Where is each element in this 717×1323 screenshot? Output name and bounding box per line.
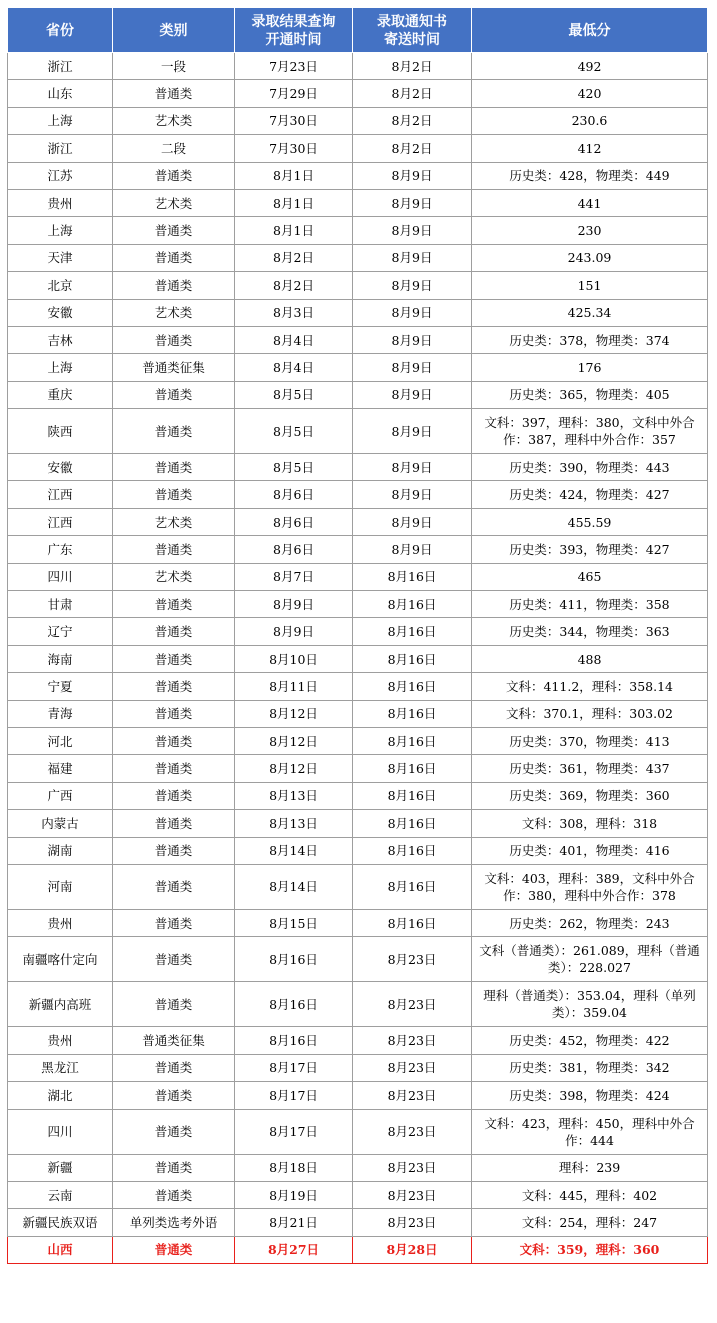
query-time-cell: 8月1日 [235, 162, 353, 189]
province-cell: 甘肃 [8, 591, 113, 618]
province-cell: 上海 [8, 107, 113, 134]
table-row [8, 864, 708, 909]
mail-time-cell: 8月16日 [353, 591, 472, 618]
query-time-cell: 8月17日 [235, 1082, 353, 1109]
table-row [8, 272, 708, 299]
province-cell: 重庆 [8, 381, 113, 408]
min-score-cell: 历史类：411，物理类：358 [472, 591, 708, 618]
mail-time-cell: 8月9日 [353, 454, 472, 481]
category-cell: 艺术类 [113, 299, 235, 326]
mail-time-cell: 8月9日 [353, 381, 472, 408]
category-cell: 艺术类 [113, 563, 235, 590]
province-cell: 浙江 [8, 135, 113, 162]
query-time-cell: 8月17日 [235, 1109, 353, 1154]
category-cell: 普通类 [113, 982, 235, 1027]
category-cell: 普通类 [113, 80, 235, 107]
min-score-cell: 230.6 [472, 107, 708, 134]
table-row [8, 563, 708, 590]
category-cell: 普通类 [113, 937, 235, 982]
query-time-cell: 7月29日 [235, 80, 353, 107]
mail-time-cell: 8月2日 [353, 107, 472, 134]
min-score-cell: 441 [472, 189, 708, 216]
category-cell: 艺术类 [113, 107, 235, 134]
category-cell: 普通类 [113, 1082, 235, 1109]
header-min-score: 最低分 [472, 8, 708, 53]
min-score-cell: 历史类：424，物理类：427 [472, 481, 708, 508]
province-cell: 安徽 [8, 454, 113, 481]
query-time-cell: 8月2日 [235, 272, 353, 299]
category-cell: 普通类 [113, 810, 235, 837]
query-time-cell: 8月16日 [235, 937, 353, 982]
table-row [8, 1109, 708, 1154]
category-cell: 普通类 [113, 1109, 235, 1154]
table-row [8, 508, 708, 535]
mail-time-cell: 8月16日 [353, 810, 472, 837]
table-row [8, 481, 708, 508]
min-score-cell: 文科：397，理科：380，文科中外合作：387，理科中外合作：357 [472, 409, 708, 454]
min-score-cell: 176 [472, 354, 708, 381]
query-time-cell: 8月6日 [235, 481, 353, 508]
min-score-cell: 历史类：370，物理类：413 [472, 727, 708, 754]
table-row [8, 409, 708, 454]
category-cell: 普通类 [113, 162, 235, 189]
table-row [8, 700, 708, 727]
min-score-cell: 文科：411.2，理科：358.14 [472, 673, 708, 700]
min-score-cell: 历史类：378，物理类：374 [472, 326, 708, 353]
table-row [8, 591, 708, 618]
table-row [8, 1027, 708, 1054]
category-cell: 普通类 [113, 782, 235, 809]
min-score-cell: 理科（普通类）：353.04，理科（单列类）：359.04 [472, 982, 708, 1027]
mail-time-cell: 8月16日 [353, 563, 472, 590]
category-cell: 普通类 [113, 1054, 235, 1081]
query-time-cell: 8月5日 [235, 381, 353, 408]
province-cell: 广东 [8, 536, 113, 563]
min-score-cell: 历史类：398，物理类：424 [472, 1082, 708, 1109]
table-row [8, 162, 708, 189]
min-score-cell: 文科：423，理科：450，理科中外合作：444 [472, 1109, 708, 1154]
query-time-cell: 8月4日 [235, 326, 353, 353]
query-time-cell: 7月23日 [235, 53, 353, 80]
query-time-cell: 8月19日 [235, 1181, 353, 1208]
province-cell: 宁夏 [8, 673, 113, 700]
table-row [8, 107, 708, 134]
mail-time-cell: 8月23日 [353, 982, 472, 1027]
table-row [8, 673, 708, 700]
table-row [8, 727, 708, 754]
table-row [8, 454, 708, 481]
query-time-cell: 8月14日 [235, 864, 353, 909]
category-cell: 单列类选考外语 [113, 1209, 235, 1236]
table-row [8, 381, 708, 408]
query-time-cell: 7月30日 [235, 135, 353, 162]
category-cell: 普通类 [113, 618, 235, 645]
table-body [8, 53, 708, 1264]
table-row [8, 810, 708, 837]
category-cell: 普通类 [113, 454, 235, 481]
query-time-cell: 8月9日 [235, 591, 353, 618]
table-row [8, 189, 708, 216]
min-score-cell: 文科：445，理科：402 [472, 1181, 708, 1208]
query-time-cell: 8月1日 [235, 189, 353, 216]
mail-time-cell: 8月2日 [353, 53, 472, 80]
query-time-cell: 8月3日 [235, 299, 353, 326]
mail-time-cell: 8月9日 [353, 536, 472, 563]
province-cell: 青海 [8, 700, 113, 727]
mail-time-cell: 8月2日 [353, 80, 472, 107]
mail-time-cell: 8月9日 [353, 409, 472, 454]
query-time-cell: 8月13日 [235, 782, 353, 809]
mail-time-cell: 8月2日 [353, 135, 472, 162]
min-score-cell: 文科：403，理科：389，文科中外合作：380，理科中外合作：378 [472, 864, 708, 909]
min-score-cell: 历史类：428，物理类：449 [472, 162, 708, 189]
query-time-cell: 8月4日 [235, 354, 353, 381]
min-score-cell: 文科：308，理科：318 [472, 810, 708, 837]
header-query-time: 录取结果查询 开通时间 [235, 8, 353, 53]
province-cell: 四川 [8, 1109, 113, 1154]
min-score-cell: 465 [472, 563, 708, 590]
table-row [8, 837, 708, 864]
table-row [8, 1054, 708, 1081]
table-row [8, 645, 708, 672]
mail-time-cell: 8月28日 [353, 1236, 472, 1263]
province-cell: 四川 [8, 563, 113, 590]
min-score-cell: 历史类：401，物理类：416 [472, 837, 708, 864]
province-cell: 浙江 [8, 53, 113, 80]
min-score-cell: 455.59 [472, 508, 708, 535]
query-time-cell: 8月5日 [235, 409, 353, 454]
query-time-cell: 8月1日 [235, 217, 353, 244]
province-cell: 内蒙古 [8, 810, 113, 837]
category-cell: 普通类征集 [113, 1027, 235, 1054]
table-row [8, 1154, 708, 1181]
province-cell: 河北 [8, 727, 113, 754]
min-score-cell: 历史类：381，物理类：342 [472, 1054, 708, 1081]
province-cell: 天津 [8, 244, 113, 271]
query-time-cell: 8月16日 [235, 1027, 353, 1054]
mail-time-cell: 8月23日 [353, 1027, 472, 1054]
mail-time-cell: 8月23日 [353, 1181, 472, 1208]
category-cell: 普通类 [113, 409, 235, 454]
category-cell: 普通类 [113, 673, 235, 700]
query-time-cell: 8月6日 [235, 508, 353, 535]
category-cell: 普通类 [113, 481, 235, 508]
min-score-cell: 243.09 [472, 244, 708, 271]
query-time-cell: 8月7日 [235, 563, 353, 590]
mail-time-cell: 8月16日 [353, 864, 472, 909]
query-time-cell: 8月12日 [235, 700, 353, 727]
province-cell: 上海 [8, 354, 113, 381]
mail-time-cell: 8月9日 [353, 481, 472, 508]
category-cell: 普通类征集 [113, 354, 235, 381]
mail-time-cell: 8月16日 [353, 727, 472, 754]
province-cell: 上海 [8, 217, 113, 244]
mail-time-cell: 8月9日 [353, 272, 472, 299]
category-cell: 普通类 [113, 864, 235, 909]
query-time-cell: 8月6日 [235, 536, 353, 563]
query-time-cell: 8月13日 [235, 810, 353, 837]
min-score-cell: 420 [472, 80, 708, 107]
mail-time-cell: 8月23日 [353, 937, 472, 982]
min-score-cell: 历史类：262，物理类：243 [472, 909, 708, 936]
table-row [8, 755, 708, 782]
table-row [8, 53, 708, 80]
table-row [8, 244, 708, 271]
category-cell: 普通类 [113, 1154, 235, 1181]
min-score-cell: 历史类：452，物理类：422 [472, 1027, 708, 1054]
admission-schedule-table [7, 7, 708, 1264]
table-row [8, 782, 708, 809]
mail-time-cell: 8月23日 [353, 1054, 472, 1081]
query-time-cell: 8月9日 [235, 618, 353, 645]
header-mail-time: 录取通知书 寄送时间 [353, 8, 472, 53]
province-cell: 贵州 [8, 189, 113, 216]
min-score-cell: 历史类：390，物理类：443 [472, 454, 708, 481]
province-cell: 黑龙江 [8, 1054, 113, 1081]
category-cell: 普通类 [113, 700, 235, 727]
min-score-cell: 历史类：369，物理类：360 [472, 782, 708, 809]
query-time-cell: 8月12日 [235, 727, 353, 754]
province-cell: 山西 [8, 1236, 113, 1263]
mail-time-cell: 8月9日 [353, 508, 472, 535]
category-cell: 艺术类 [113, 508, 235, 535]
province-cell: 新疆民族双语 [8, 1209, 113, 1236]
table-row [8, 536, 708, 563]
query-time-cell: 8月12日 [235, 755, 353, 782]
province-cell: 湖南 [8, 837, 113, 864]
category-cell: 一段 [113, 53, 235, 80]
mail-time-cell: 8月16日 [353, 909, 472, 936]
query-time-cell: 8月16日 [235, 982, 353, 1027]
table-row [8, 80, 708, 107]
category-cell: 普通类 [113, 326, 235, 353]
category-cell: 普通类 [113, 217, 235, 244]
category-cell: 普通类 [113, 272, 235, 299]
table-row [8, 217, 708, 244]
query-time-cell: 8月11日 [235, 673, 353, 700]
province-cell: 山东 [8, 80, 113, 107]
category-cell: 艺术类 [113, 189, 235, 216]
min-score-cell: 230 [472, 217, 708, 244]
province-cell: 江西 [8, 481, 113, 508]
category-cell: 普通类 [113, 591, 235, 618]
min-score-cell: 文科：370.1，理科：303.02 [472, 700, 708, 727]
query-time-cell: 8月18日 [235, 1154, 353, 1181]
province-cell: 江苏 [8, 162, 113, 189]
min-score-cell: 151 [472, 272, 708, 299]
category-cell: 普通类 [113, 755, 235, 782]
province-cell: 河南 [8, 864, 113, 909]
mail-time-cell: 8月16日 [353, 618, 472, 645]
mail-time-cell: 8月23日 [353, 1209, 472, 1236]
province-cell: 江西 [8, 508, 113, 535]
min-score-cell: 历史类：393，物理类：427 [472, 536, 708, 563]
query-time-cell: 8月15日 [235, 909, 353, 936]
query-time-cell: 7月30日 [235, 107, 353, 134]
province-cell: 福建 [8, 755, 113, 782]
min-score-cell: 历史类：361，物理类：437 [472, 755, 708, 782]
min-score-cell: 425.34 [472, 299, 708, 326]
table-row [8, 937, 708, 982]
mail-time-cell: 8月16日 [353, 755, 472, 782]
min-score-cell: 文科：254，理科：247 [472, 1209, 708, 1236]
admission-table-container [7, 7, 707, 1264]
table-row [8, 909, 708, 936]
mail-time-cell: 8月9日 [353, 189, 472, 216]
mail-time-cell: 8月9日 [353, 244, 472, 271]
mail-time-cell: 8月16日 [353, 700, 472, 727]
category-cell: 普通类 [113, 645, 235, 672]
table-row [8, 1236, 708, 1263]
category-cell: 普通类 [113, 1181, 235, 1208]
category-cell: 二段 [113, 135, 235, 162]
table-row [8, 135, 708, 162]
table-row [8, 326, 708, 353]
min-score-cell: 488 [472, 645, 708, 672]
province-cell: 湖北 [8, 1082, 113, 1109]
header-row [8, 8, 708, 53]
province-cell: 广西 [8, 782, 113, 809]
mail-time-cell: 8月9日 [353, 217, 472, 244]
table-row [8, 299, 708, 326]
query-time-cell: 8月14日 [235, 837, 353, 864]
mail-time-cell: 8月16日 [353, 645, 472, 672]
province-cell: 安徽 [8, 299, 113, 326]
category-cell: 普通类 [113, 909, 235, 936]
mail-time-cell: 8月16日 [353, 837, 472, 864]
province-cell: 海南 [8, 645, 113, 672]
min-score-cell: 412 [472, 135, 708, 162]
mail-time-cell: 8月23日 [353, 1082, 472, 1109]
query-time-cell: 8月10日 [235, 645, 353, 672]
min-score-cell: 历史类：344，物理类：363 [472, 618, 708, 645]
query-time-cell: 8月5日 [235, 454, 353, 481]
table-row [8, 354, 708, 381]
min-score-cell: 历史类：365，物理类：405 [472, 381, 708, 408]
category-cell: 普通类 [113, 1236, 235, 1263]
province-cell: 贵州 [8, 909, 113, 936]
mail-time-cell: 8月23日 [353, 1109, 472, 1154]
min-score-cell: 492 [472, 53, 708, 80]
table-row [8, 1209, 708, 1236]
header-province: 省份 [8, 8, 113, 53]
category-cell: 普通类 [113, 837, 235, 864]
province-cell: 南疆喀什定向 [8, 937, 113, 982]
province-cell: 新疆 [8, 1154, 113, 1181]
category-cell: 普通类 [113, 536, 235, 563]
province-cell: 北京 [8, 272, 113, 299]
query-time-cell: 8月21日 [235, 1209, 353, 1236]
category-cell: 普通类 [113, 244, 235, 271]
mail-time-cell: 8月23日 [353, 1154, 472, 1181]
province-cell: 陕西 [8, 409, 113, 454]
query-time-cell: 8月2日 [235, 244, 353, 271]
table-header [8, 8, 708, 53]
header-category: 类别 [113, 8, 235, 53]
province-cell: 吉林 [8, 326, 113, 353]
min-score-cell: 文科（普通类）：261.089，理科（普通类）：228.027 [472, 937, 708, 982]
table-row [8, 1082, 708, 1109]
mail-time-cell: 8月16日 [353, 782, 472, 809]
min-score-cell: 理科：239 [472, 1154, 708, 1181]
mail-time-cell: 8月16日 [353, 673, 472, 700]
category-cell: 普通类 [113, 381, 235, 408]
mail-time-cell: 8月9日 [353, 162, 472, 189]
query-time-cell: 8月17日 [235, 1054, 353, 1081]
mail-time-cell: 8月9日 [353, 299, 472, 326]
province-cell: 辽宁 [8, 618, 113, 645]
mail-time-cell: 8月9日 [353, 354, 472, 381]
mail-time-cell: 8月9日 [353, 326, 472, 353]
category-cell: 普通类 [113, 727, 235, 754]
table-row [8, 1181, 708, 1208]
province-cell: 云南 [8, 1181, 113, 1208]
table-row [8, 618, 708, 645]
query-time-cell: 8月27日 [235, 1236, 353, 1263]
province-cell: 贵州 [8, 1027, 113, 1054]
province-cell: 新疆内高班 [8, 982, 113, 1027]
min-score-cell: 文科：359，理科：360 [472, 1236, 708, 1263]
table-row [8, 982, 708, 1027]
